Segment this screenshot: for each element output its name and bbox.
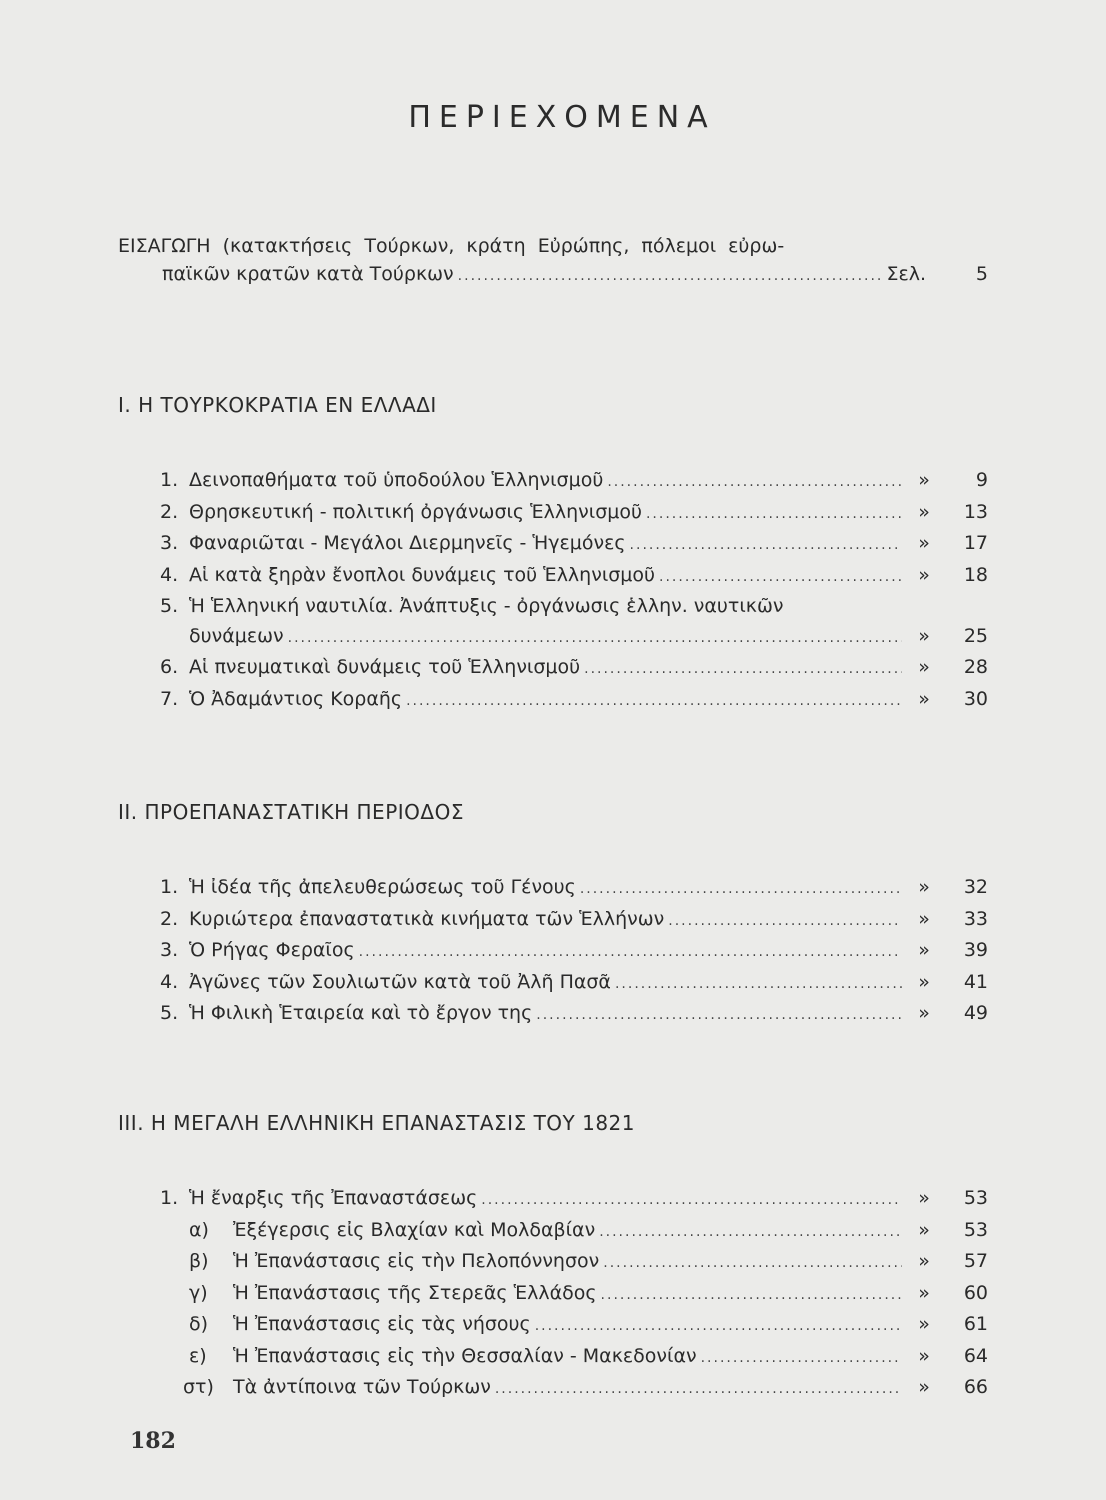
item-number: 1. — [160, 876, 179, 898]
page-number: 41 — [963, 970, 988, 993]
item-title: Αἱ πνευματικαὶ δυνάμεις τοῦ Ἑλληνισμοῦ — [189, 656, 581, 678]
subitem-letter: ε) — [189, 1344, 207, 1367]
page-number: 61 — [963, 1313, 988, 1335]
leader-dots — [701, 1344, 902, 1374]
item-title: Ἀγῶνες τῶν Σουλιωτῶν κατὰ τοῦ Ἀλῆ Πασᾶ — [189, 970, 611, 993]
leader-dots — [481, 1186, 902, 1216]
item-title: Κυριώτερα ἐπαναστατικὰ κινήματα τῶν Ἑλλήνων — [189, 907, 665, 930]
ditto-mark: » — [918, 532, 930, 554]
item-number: 7. — [160, 687, 179, 710]
item-title: Ἡ Φιλικὴ Ἑταιρεία καὶ τὸ ἔργον της — [189, 1002, 533, 1024]
leader-dots — [495, 1375, 902, 1405]
toc-subrow — [160, 1279, 988, 1311]
subitem-letter: δ) — [189, 1313, 209, 1335]
page-number: 49 — [963, 1002, 988, 1024]
page-number: 66 — [963, 1376, 988, 1398]
section-heading: II. ΠΡΟΕΠΑΝΑΣΤΑΤΙΚΗ ΠΕΡΙΟΔΟΣ — [118, 800, 464, 824]
item-title: Ἡ ἔναρξις τῆς Ἐπαναστάσεως — [189, 1187, 478, 1209]
page-number: 18 — [963, 563, 988, 586]
toc-row — [160, 498, 988, 530]
leader-dots — [359, 938, 902, 968]
intro-text: παϊκῶν κρατῶν κατὰ Τούρκων — [162, 263, 454, 285]
leader-dots — [601, 1281, 902, 1311]
page-number: 57 — [963, 1250, 988, 1272]
toc-row — [160, 653, 988, 685]
subitem-title: Ἡ Ἐπανάστασις εἰς τὴν Πελοπόννησον — [233, 1250, 600, 1272]
item-number: 5. — [160, 595, 179, 617]
ditto-mark: » — [918, 1344, 930, 1367]
ditto-mark: » — [918, 687, 930, 710]
ditto-mark: » — [918, 563, 930, 586]
toc-subrow — [160, 1247, 988, 1279]
item-number: 3. — [160, 939, 179, 961]
item-title: Δεινοπαθήματα τοῦ ὑποδούλου Ἑλληνισμοῦ — [189, 469, 604, 491]
item-title-continued: δυνάμεων — [189, 624, 284, 647]
subitem-title: Ἡ Ἐπανάστασις τῆς Στερεᾶς Ἑλλάδος — [233, 1281, 597, 1304]
page-number: 33 — [963, 907, 988, 930]
page-folio: 182 — [130, 1428, 176, 1454]
page-number: 53 — [963, 1187, 988, 1209]
subitem-letter: β) — [189, 1250, 209, 1272]
leader-dots — [580, 875, 902, 905]
page-number: 17 — [963, 532, 988, 554]
leader-dots — [615, 970, 902, 1000]
subitem-letter: γ) — [189, 1281, 208, 1304]
toc-row — [160, 561, 988, 593]
ditto-mark: » — [918, 1002, 930, 1024]
intro-entry — [118, 232, 988, 292]
ditto-mark: » — [918, 939, 930, 961]
leader-dots — [646, 500, 902, 530]
page-number: 28 — [963, 656, 988, 678]
toc-row — [160, 592, 988, 622]
ditto-mark: » — [918, 500, 930, 523]
section-3 — [118, 1108, 988, 1405]
item-number: 6. — [160, 656, 179, 678]
item-title: Ἡ Ἑλληνική ναυτιλία. Ἀνάπτυξις - ὀργάνωσις ἑλλην. ναυτικῶν — [189, 595, 784, 617]
item-number: 5. — [160, 1002, 179, 1024]
toc-subrow — [160, 1342, 988, 1374]
ditto-mark: » — [918, 876, 930, 898]
page-number: 30 — [963, 687, 988, 710]
toc-row — [160, 466, 988, 498]
toc-row — [160, 905, 988, 937]
item-title: Θρησκευτική - πολιτική ὀργάνωσις Ἑλληνισμοῦ — [189, 500, 642, 523]
page-number: 60 — [963, 1281, 988, 1304]
leader-dots — [599, 1218, 902, 1248]
toc-row — [160, 1184, 988, 1216]
item-title: Ὁ Ἀδαμάντιος Κοραῆς — [189, 687, 403, 710]
leader-dots — [607, 468, 902, 498]
section-items — [118, 1184, 988, 1405]
ditto-mark: » — [918, 907, 930, 930]
subitem-title: Ἐξέγερσις εἰς Βλαχίαν καὶ Μολδαβίαν — [233, 1218, 596, 1241]
intro-line-2 — [118, 260, 988, 292]
leader-dots — [584, 655, 902, 685]
ditto-mark: » — [918, 469, 930, 491]
page-number: 53 — [963, 1218, 988, 1241]
ditto-mark: » — [918, 624, 930, 647]
leader-dots — [668, 907, 902, 937]
toc-row-continuation — [160, 622, 988, 654]
item-title: Ἡ ἰδέα τῆς ἀπελευθερώσεως τοῦ Γένους — [189, 876, 576, 898]
subitem-title: Ἡ Ἐπανάστασις εἰς τὴν Θεσσαλίαν - Μακεδονίαν — [233, 1344, 697, 1367]
ditto-mark: » — [918, 1281, 930, 1304]
toc-subrow — [160, 1216, 988, 1248]
item-number: 3. — [160, 532, 179, 554]
item-number: 1. — [160, 1187, 179, 1209]
section-heading: I. Η ΤΟΥΡΚΟΚΡΑΤΙΑ ΕΝ ΕΛΛΑΔΙ — [118, 393, 437, 417]
leader-dots — [535, 1312, 902, 1342]
item-title: Φαναριῶται - Μεγάλοι Διερμηνεῖς - Ἡγεμόνες — [189, 532, 626, 554]
item-title: Αἱ κατὰ ξηρὰν ἔνοπλοι δυνάμεις τοῦ Ἑλληνισμοῦ — [189, 563, 656, 586]
toc-row — [160, 999, 988, 1031]
ditto-mark: » — [918, 970, 930, 993]
item-number: 2. — [160, 500, 179, 523]
toc-subrow — [160, 1310, 988, 1342]
page-number: 39 — [963, 939, 988, 961]
ditto-mark: » — [918, 1376, 930, 1398]
toc-row — [160, 685, 988, 717]
page-title: ΠΕΡΙΕΧΟΜΕΝΑ — [408, 100, 716, 135]
leader-dots — [603, 1249, 902, 1279]
section-1 — [118, 390, 988, 716]
section-heading: III. Η ΜΕΓΑΛΗ ΕΛΛΗΝΙΚΗ ΕΠΑΝΑΣΤΑΣΙΣ ΤΟΥ 1821 — [118, 1111, 636, 1135]
ditto-mark: » — [918, 1187, 930, 1209]
section-items — [118, 873, 988, 1031]
leader-dots — [536, 1001, 902, 1031]
toc-row — [160, 529, 988, 561]
item-number: 1. — [160, 469, 179, 491]
ditto-mark: » — [918, 1313, 930, 1335]
page-number: 13 — [963, 500, 988, 523]
leader-dots — [630, 531, 902, 561]
toc-row — [160, 968, 988, 1000]
subitem-letter: στ) — [183, 1376, 214, 1398]
ditto-mark: » — [918, 1250, 930, 1272]
page-number: 9 — [975, 469, 988, 491]
subitem-title: Τὰ ἀντίποινα τῶν Τούρκων — [233, 1376, 491, 1398]
page-number: 64 — [963, 1344, 988, 1367]
item-number: 4. — [160, 970, 179, 993]
page-number: 25 — [963, 624, 988, 647]
item-title: Ὁ Ρήγας Φεραῖος — [189, 939, 355, 961]
subitem-title: Ἡ Ἐπανάστασις εἰς τὰς νήσους — [233, 1313, 531, 1335]
toc-row — [160, 936, 988, 968]
page-number: 32 — [963, 876, 988, 898]
toc-subrow — [160, 1373, 988, 1405]
ditto-mark: » — [918, 1218, 930, 1241]
leader-dots — [288, 624, 902, 654]
leader-dots — [458, 262, 883, 292]
section-items — [118, 466, 988, 716]
subitem-letter: α) — [189, 1218, 209, 1241]
leader-dots — [659, 563, 902, 593]
item-number: 4. — [160, 563, 179, 586]
page-number: 5 — [975, 263, 988, 285]
page-label: Σελ. — [886, 263, 926, 285]
intro-line-1: ΕΙΣΑΓΩΓΗ (κατακτήσεις Τούρκων, κράτη Εὐρώπης, πόλεμοι εὐρω- — [118, 235, 785, 257]
leader-dots — [406, 687, 902, 717]
ditto-mark: » — [918, 656, 930, 678]
toc-row — [160, 873, 988, 905]
item-number: 2. — [160, 907, 179, 930]
section-2 — [118, 797, 988, 1031]
